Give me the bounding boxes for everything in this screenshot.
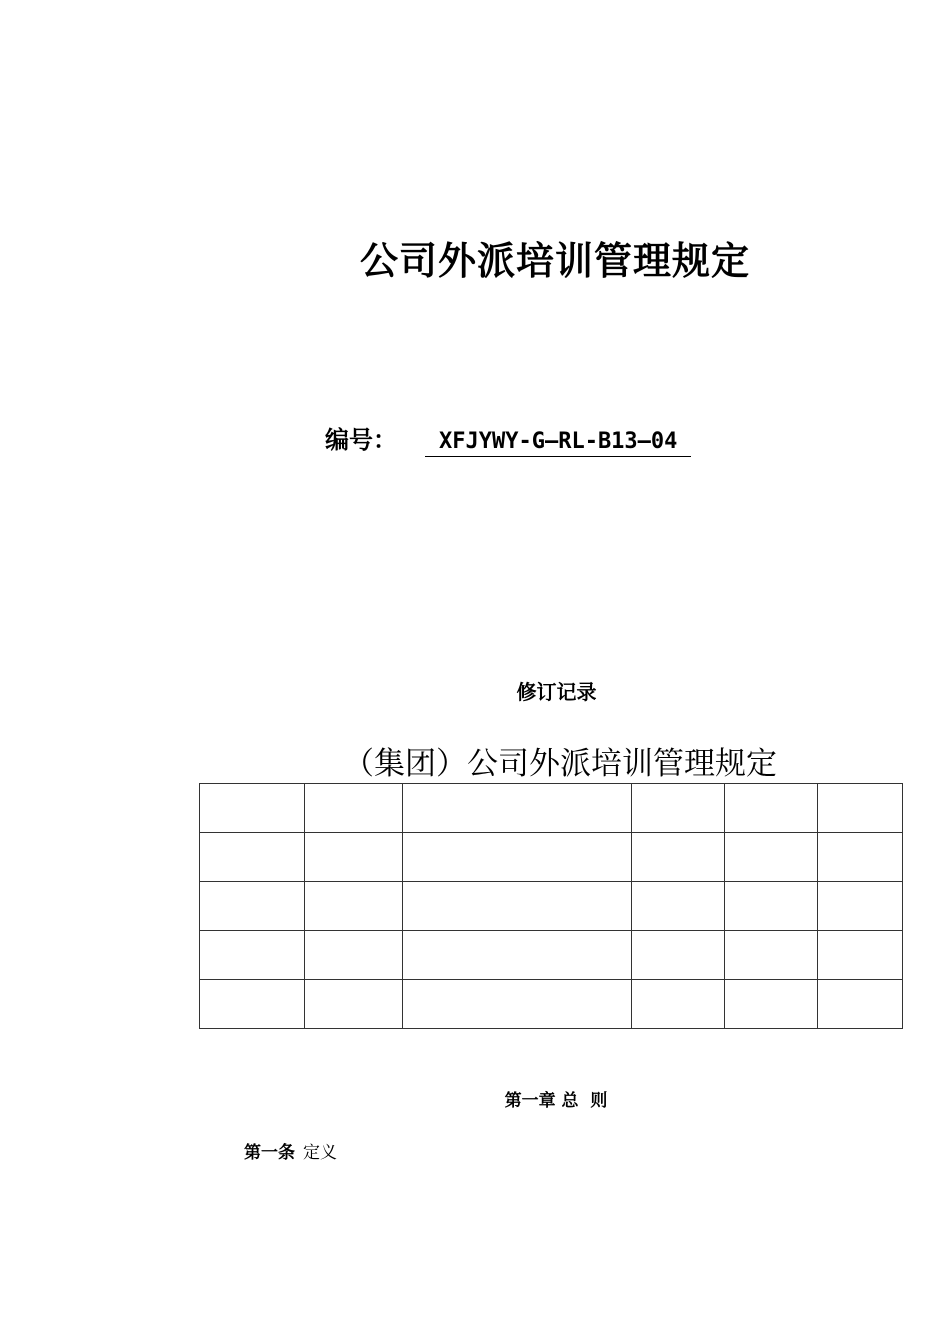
table-cell xyxy=(305,784,403,833)
article-number: 第一条 xyxy=(244,1143,295,1163)
revision-table-caption: （集团）公司外派培训管理规定 xyxy=(343,746,777,782)
table-cell xyxy=(632,833,725,882)
document-number-label: 编号： xyxy=(325,426,397,454)
article-heading xyxy=(244,1138,337,1163)
table-row xyxy=(200,784,903,833)
table-row xyxy=(200,882,903,931)
table-cell xyxy=(200,882,305,931)
table-cell xyxy=(632,784,725,833)
table-cell xyxy=(305,980,403,1029)
table-cell xyxy=(818,784,903,833)
table-cell xyxy=(818,980,903,1029)
table-cell xyxy=(818,833,903,882)
table-cell xyxy=(632,882,725,931)
document-number xyxy=(325,420,691,457)
document-number-value: XFJYWY-G—RL-B13—04 xyxy=(425,429,691,457)
chapter-heading: 第一章 总 则 xyxy=(504,1091,608,1111)
table-cell xyxy=(632,931,725,980)
table-cell xyxy=(403,980,632,1029)
table-cell xyxy=(200,784,305,833)
table-cell xyxy=(305,931,403,980)
table-cell xyxy=(200,980,305,1029)
table-cell xyxy=(403,931,632,980)
article-title: 定义 xyxy=(303,1143,337,1163)
table-cell xyxy=(200,931,305,980)
table-cell xyxy=(818,882,903,931)
table-row xyxy=(200,833,903,882)
table-cell xyxy=(725,833,818,882)
table-cell xyxy=(818,931,903,980)
table-row xyxy=(200,980,903,1029)
table-cell xyxy=(200,833,305,882)
table-cell xyxy=(403,784,632,833)
table-cell xyxy=(725,784,818,833)
table-cell xyxy=(725,931,818,980)
document-title: 公司外派培训管理规定 xyxy=(359,239,750,283)
table-cell xyxy=(305,833,403,882)
table-cell xyxy=(305,882,403,931)
table-row xyxy=(200,931,903,980)
table-cell xyxy=(725,980,818,1029)
table-cell xyxy=(725,882,818,931)
table-cell xyxy=(632,980,725,1029)
table-cell xyxy=(403,833,632,882)
revision-table xyxy=(199,783,903,1029)
table-cell xyxy=(403,882,632,931)
revision-record-heading: 修订记录 xyxy=(516,680,597,704)
